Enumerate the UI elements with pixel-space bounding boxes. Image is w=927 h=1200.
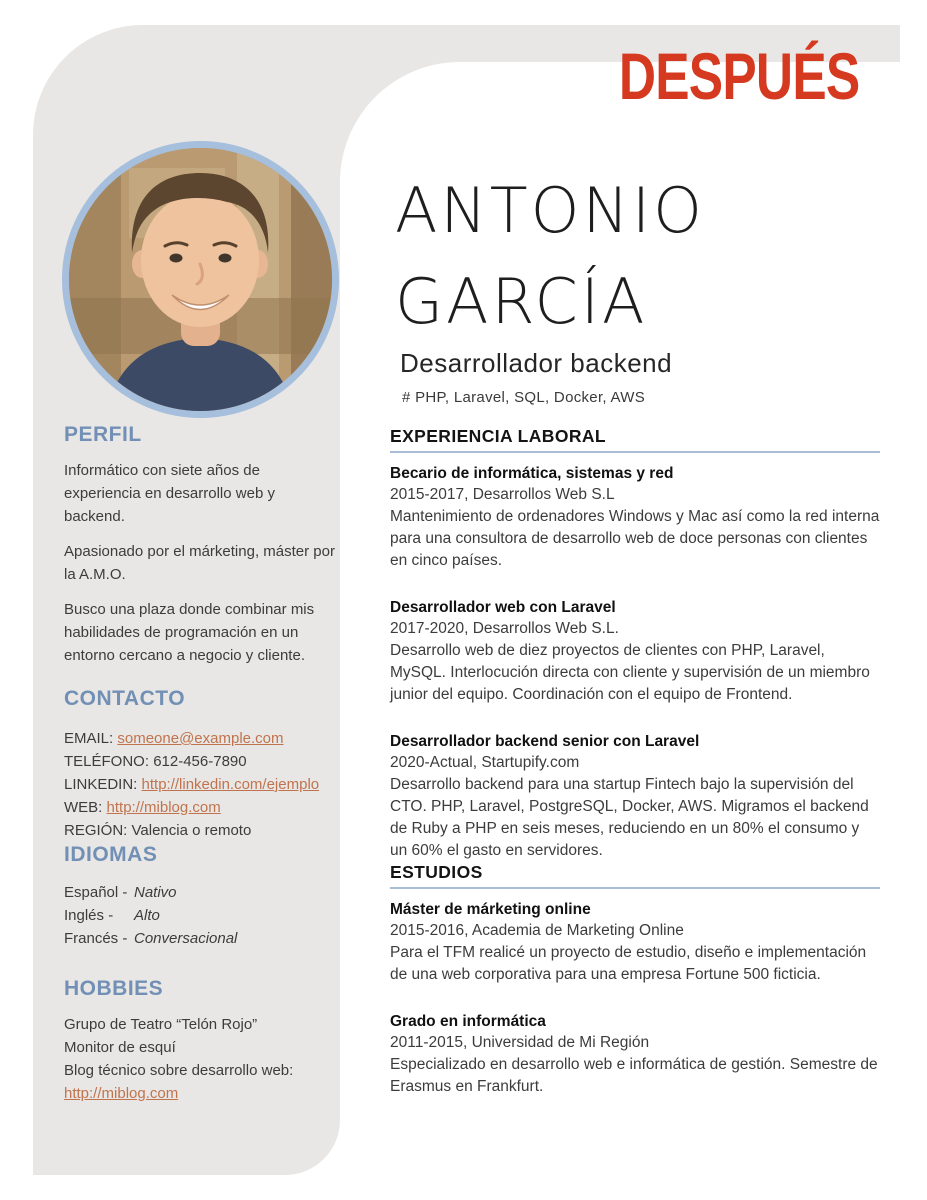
hobby-line: Grupo de Teatro “Telón Rojo” (64, 1016, 258, 1033)
hobbies-heading: HOBBIES (64, 977, 164, 1000)
entry-description: Para el TFM realicé un proyecto de estudio, diseño e implementación de una web corporativa para una empresa Fortune 500 ficticia. (390, 944, 867, 983)
experience-entry (390, 732, 880, 862)
entry-meta: 2020-Actual, Startupify.com (390, 754, 580, 771)
person-avatar-illustration (69, 148, 332, 411)
section-hobbies (64, 976, 336, 1105)
experience-entry (390, 598, 880, 706)
perfil-heading: PERFIL (64, 423, 142, 446)
entry-description: Desarrollo web de diez proyectos de clientes con PHP, Laravel, MySQL. Interlocución directa con cliente y supervisión de un miembro junior del equipo. Coordinación con el equipo de Frontend. (390, 642, 870, 703)
perfil-paragraph: Busco una plaza donde combinar mis habilidades de programación en un entorno cercano a negocio y cliente. (64, 601, 315, 664)
job-title: Desarrollador backend (400, 348, 673, 378)
entry-title: Desarrollador web con Laravel (390, 599, 616, 616)
contact-row-linkedin (64, 773, 336, 796)
contact-label: TELÉFONO: (64, 753, 150, 770)
section-estudios (390, 860, 880, 1098)
hobby-line: Blog técnico sobre desarrollo web: (64, 1062, 294, 1079)
entry-meta: 2015-2017, Desarrollos Web S.L (390, 486, 615, 503)
section-underline (390, 451, 880, 453)
section-perfil (64, 422, 336, 667)
language-name: Francés - (64, 930, 128, 947)
language-row (64, 927, 336, 950)
contact-row-web (64, 796, 336, 819)
contact-label: EMAIL: (64, 730, 114, 747)
language-level: Conversacional (134, 930, 238, 947)
web-link[interactable]: http://miblog.com (106, 799, 221, 816)
section-contacto (64, 686, 336, 842)
contact-label: LINKEDIN: (64, 776, 138, 793)
last-name: GARCÍA (395, 265, 648, 338)
entry-title: Grado en informática (390, 1013, 546, 1030)
section-idiomas (64, 842, 336, 950)
phone-value: 612-456-7890 (153, 753, 247, 770)
entry-title: Máster de márketing online (390, 901, 591, 918)
experiencia-heading: EXPERIENCIA LABORAL (390, 426, 606, 446)
contacto-heading: CONTACTO (64, 687, 186, 710)
contact-label: REGIÓN: (64, 822, 128, 839)
entry-meta: 2011-2015, Universidad de Mi Región (390, 1034, 650, 1051)
entry-description: Desarrollo backend para una startup Fintech bajo la supervisión del CTO. PHP, Laravel, PostgreSQL, Docker, AWS. Migramos el backend de Ruby a PHP en seis meses, reduciendo en un 80% el consumo y un 60% el gasto en servidores. (390, 776, 869, 859)
despues-banner: DESPUÉS (618, 39, 859, 113)
language-row (64, 904, 336, 927)
contact-label: WEB: (64, 799, 103, 816)
entry-description: Mantenimiento de ordenadores Windows y Mac así como la red interna para una consultora de desarrollo web de doce personas con clientes en cinco países. (390, 508, 880, 569)
contact-row-phone (64, 750, 336, 773)
first-name: ANTONIO (395, 174, 705, 247)
language-name: Español - (64, 884, 128, 901)
entry-meta: 2015-2016, Academia de Marketing Online (390, 922, 684, 939)
entry-title: Becario de informática, sistemas y red (390, 465, 674, 482)
education-entry (390, 900, 880, 986)
language-level: Alto (134, 907, 160, 924)
entry-description: Especializado en desarrollo web e informática de gestión. Semestre de Erasmus en Frankfurt. (390, 1056, 878, 1095)
section-underline (390, 887, 880, 889)
contact-row-email (64, 727, 336, 750)
experience-entry (390, 464, 880, 572)
contact-row-region (64, 819, 336, 842)
idiomas-heading: IDIOMAS (64, 843, 158, 866)
region-value: Valencia o remoto (131, 822, 252, 839)
language-row (64, 881, 336, 904)
skills-tagline: # PHP, Laravel, SQL, Docker, AWS (402, 389, 646, 406)
candidate-name (395, 165, 705, 347)
entry-meta: 2017-2020, Desarrollos Web S.L. (390, 620, 619, 637)
profile-photo (62, 141, 339, 418)
language-level: Nativo (134, 884, 177, 901)
language-name: Inglés - (64, 907, 114, 924)
estudios-heading: ESTUDIOS (390, 862, 483, 882)
hobby-line: Monitor de esquí (64, 1039, 176, 1056)
linkedin-link[interactable]: http://linkedin.com/ejemplo (141, 776, 320, 793)
email-link[interactable]: someone@example.com (117, 730, 284, 747)
section-experiencia (390, 424, 880, 862)
perfil-paragraph: Informático con siete años de experiencia en desarrollo web y backend. (64, 462, 275, 525)
perfil-paragraph: Apasionado por el márketing, máster por la A.M.O. (64, 543, 335, 583)
blog-link[interactable]: http://miblog.com (64, 1085, 179, 1102)
entry-title: Desarrollador backend senior con Laravel (390, 733, 700, 750)
education-entry (390, 1012, 880, 1098)
